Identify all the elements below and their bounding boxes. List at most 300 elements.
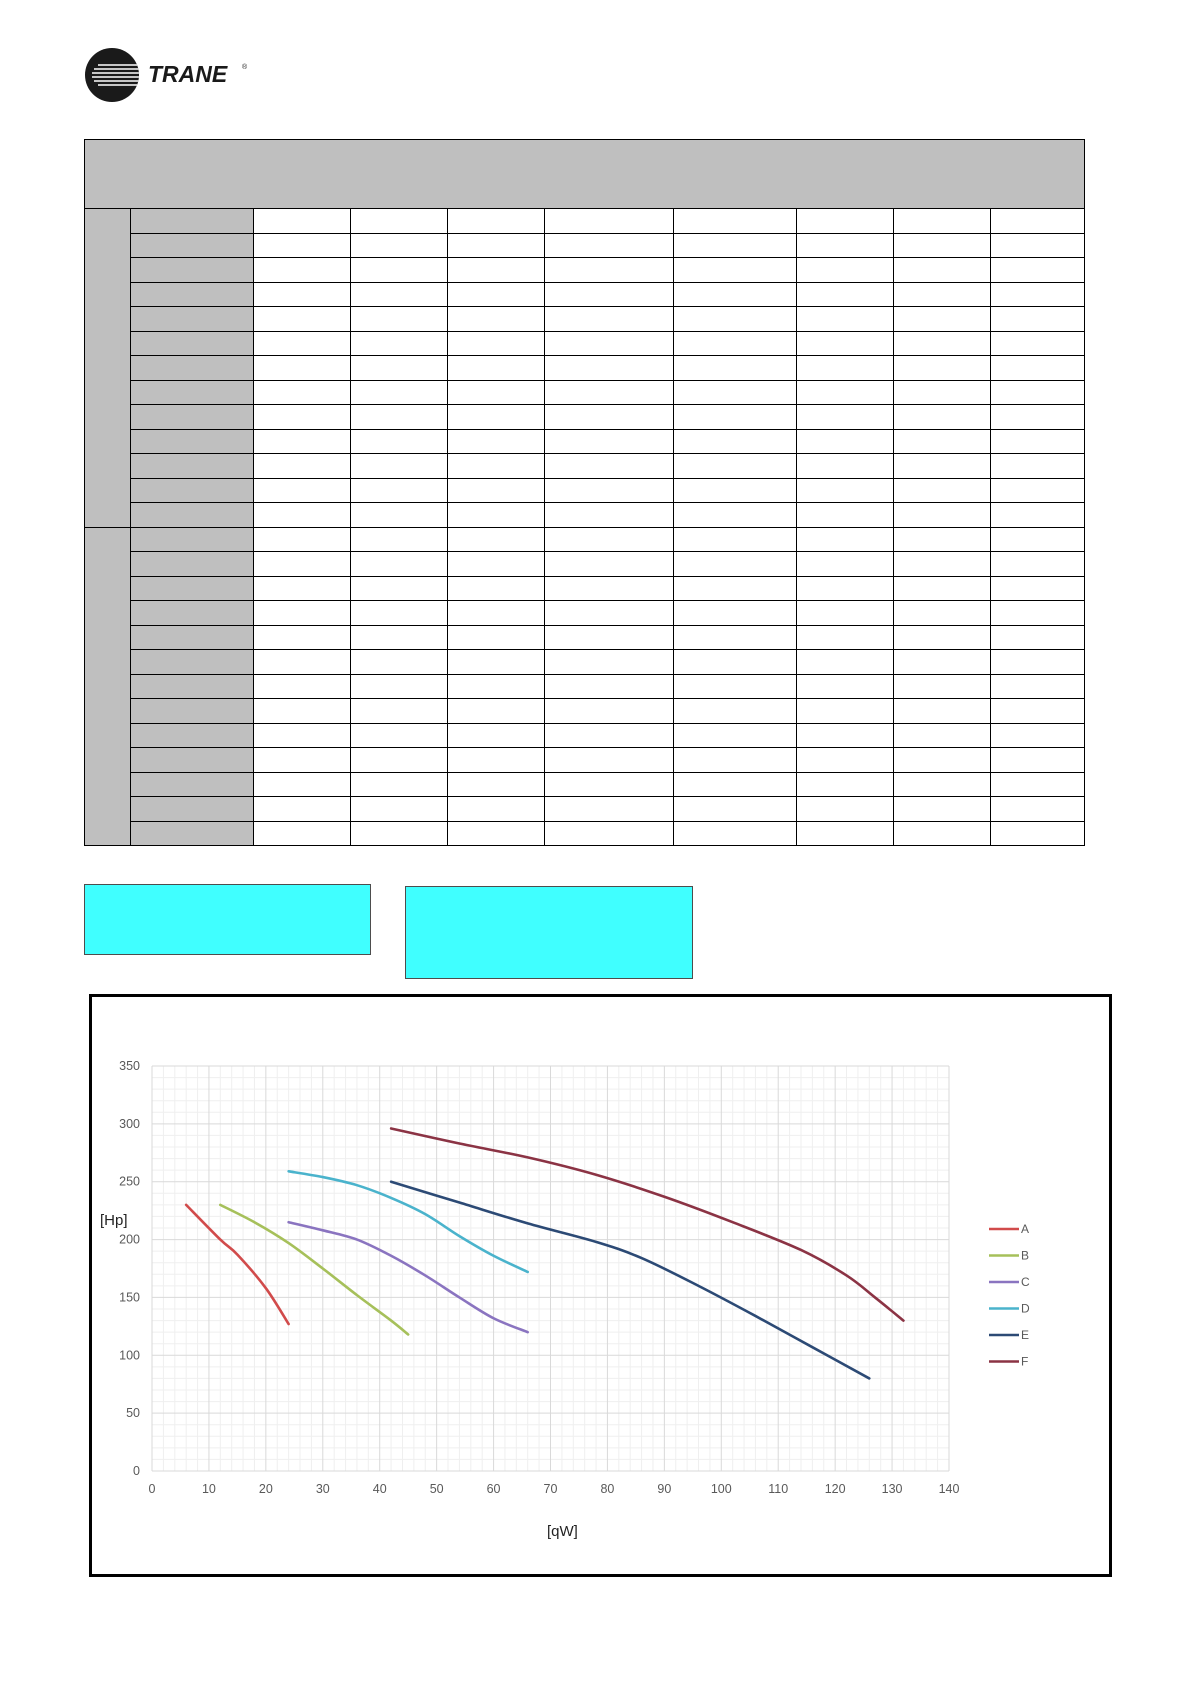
row-label-cell [131, 258, 254, 283]
table-row [85, 527, 1085, 552]
group-label-cell [85, 527, 131, 846]
table-cell [448, 282, 545, 307]
table-row [85, 331, 1085, 356]
table-cell [545, 356, 674, 381]
table-cell [545, 429, 674, 454]
table-cell [797, 307, 894, 332]
table-row [85, 209, 1085, 234]
table-cell [674, 380, 797, 405]
table-cell [991, 576, 1085, 601]
table-row [85, 380, 1085, 405]
series-line-a [186, 1205, 288, 1324]
table-cell [894, 429, 991, 454]
table-cell [545, 674, 674, 699]
series-line-f [391, 1128, 903, 1320]
y-tick-label: 200 [119, 1232, 140, 1247]
table-cell [674, 772, 797, 797]
table-cell [254, 307, 351, 332]
table-cell [991, 527, 1085, 552]
table-row [85, 307, 1085, 332]
table-cell [351, 503, 448, 528]
table-cell [448, 356, 545, 381]
table-cell [448, 527, 545, 552]
table-cell [797, 233, 894, 258]
table-cell [894, 748, 991, 773]
table-cell [991, 209, 1085, 234]
row-label-cell [131, 429, 254, 454]
table-cell [254, 282, 351, 307]
table-cell [448, 552, 545, 577]
table-cell [674, 723, 797, 748]
table-cell [254, 331, 351, 356]
table-cell [894, 209, 991, 234]
table-cell [797, 821, 894, 846]
table-cell [797, 674, 894, 699]
table-cell [351, 527, 448, 552]
row-label-cell [131, 282, 254, 307]
y-tick-label: 250 [119, 1174, 140, 1189]
table-cell [545, 282, 674, 307]
x-tick-label: 90 [657, 1482, 672, 1496]
table-cell [254, 625, 351, 650]
table-row [85, 258, 1085, 283]
table-cell [894, 650, 991, 675]
table-cell [448, 797, 545, 822]
table-cell [254, 209, 351, 234]
table-cell [894, 454, 991, 479]
table-row [85, 478, 1085, 503]
legend-label: A [1021, 1222, 1030, 1236]
table-row [85, 233, 1085, 258]
table-cell [797, 576, 894, 601]
row-label-cell [131, 209, 254, 234]
table-cell [797, 258, 894, 283]
table-cell [351, 307, 448, 332]
note-box-right [405, 886, 693, 979]
table-cell [448, 258, 545, 283]
table-cell [351, 258, 448, 283]
table-cell [797, 331, 894, 356]
table-cell [894, 552, 991, 577]
table-cell [351, 723, 448, 748]
table-cell [797, 601, 894, 626]
row-label-cell [131, 503, 254, 528]
table-cell [674, 552, 797, 577]
table-cell [674, 356, 797, 381]
table-cell [351, 552, 448, 577]
table-cell [674, 209, 797, 234]
table-cell [545, 699, 674, 724]
table-cell [797, 282, 894, 307]
row-label-cell [131, 380, 254, 405]
table-cell [545, 258, 674, 283]
table-cell [674, 650, 797, 675]
table-cell [991, 454, 1085, 479]
table-row [85, 625, 1085, 650]
legend-label: B [1021, 1248, 1030, 1263]
table-cell [351, 650, 448, 675]
x-tick-label: 50 [429, 1482, 444, 1496]
y-tick-label: 350 [119, 1059, 140, 1073]
table-cell [545, 821, 674, 846]
legend-label: F [1021, 1354, 1029, 1369]
table-cell [545, 405, 674, 430]
row-label-cell [131, 674, 254, 699]
table-cell [674, 748, 797, 773]
trane-logo [84, 47, 254, 103]
table-cell [254, 650, 351, 675]
table-cell [448, 454, 545, 479]
table-cell [991, 723, 1085, 748]
table-cell [545, 772, 674, 797]
table-cell [991, 307, 1085, 332]
table-cell [545, 601, 674, 626]
table-cell [674, 307, 797, 332]
table-cell [797, 772, 894, 797]
table-cell [894, 699, 991, 724]
table-row [85, 356, 1085, 381]
table-cell [797, 748, 894, 773]
table-cell [254, 674, 351, 699]
table-cell [545, 503, 674, 528]
table-cell [674, 258, 797, 283]
table-cell [254, 429, 351, 454]
table-row [85, 576, 1085, 601]
table-cell [797, 380, 894, 405]
table-cell [545, 478, 674, 503]
table-cell [797, 699, 894, 724]
row-label-cell [131, 454, 254, 479]
x-tick-label: 30 [315, 1482, 330, 1496]
legend-label: D [1021, 1301, 1030, 1316]
table-cell [894, 576, 991, 601]
table-cell [894, 478, 991, 503]
table-cell [991, 699, 1085, 724]
y-tick-label: 0 [133, 1464, 140, 1478]
table-cell [674, 282, 797, 307]
y-tick-label: 150 [119, 1290, 140, 1305]
table-cell [545, 209, 674, 234]
table-cell [545, 625, 674, 650]
table-cell [351, 380, 448, 405]
table-cell [674, 576, 797, 601]
table-cell [991, 478, 1085, 503]
row-label-cell [131, 331, 254, 356]
table-cell [991, 282, 1085, 307]
table-cell [545, 576, 674, 601]
table-cell [894, 723, 991, 748]
x-tick-label: 10 [201, 1482, 216, 1496]
table-cell [894, 282, 991, 307]
table-cell [797, 405, 894, 430]
table-cell [448, 503, 545, 528]
table-row [85, 552, 1085, 577]
table-cell [797, 356, 894, 381]
table-cell [448, 601, 545, 626]
table-cell [351, 797, 448, 822]
table-cell [674, 503, 797, 528]
row-label-cell [131, 478, 254, 503]
row-label-cell [131, 723, 254, 748]
table-cell [674, 478, 797, 503]
table-cell [448, 380, 545, 405]
row-label-cell [131, 748, 254, 773]
chart-canvas [92, 997, 1109, 1574]
table-row [85, 429, 1085, 454]
table-cell [351, 576, 448, 601]
table-cell [448, 723, 545, 748]
row-label-cell [131, 576, 254, 601]
table-cell [351, 282, 448, 307]
table-cell [991, 797, 1085, 822]
x-tick-label: 100 [710, 1482, 732, 1496]
x-tick-label: 110 [768, 1482, 789, 1496]
x-tick-label: 70 [543, 1482, 558, 1496]
table-cell [254, 748, 351, 773]
note-box-left [84, 884, 371, 955]
table-cell [797, 478, 894, 503]
table-cell [254, 723, 351, 748]
table-cell [254, 576, 351, 601]
table-cell [674, 454, 797, 479]
y-tick-label: 100 [119, 1348, 140, 1363]
table-cell [674, 233, 797, 258]
table-row [85, 454, 1085, 479]
table-row [85, 674, 1085, 699]
table-cell [545, 748, 674, 773]
table-cell [674, 405, 797, 430]
table-cell [545, 552, 674, 577]
table-cell [674, 429, 797, 454]
table-header-row [85, 140, 1085, 209]
row-label-cell [131, 772, 254, 797]
table-cell [894, 821, 991, 846]
table-cell [254, 797, 351, 822]
table-cell [991, 821, 1085, 846]
x-tick-label: 0 [148, 1482, 156, 1496]
row-label-cell [131, 552, 254, 577]
table-cell [254, 527, 351, 552]
table-cell [351, 331, 448, 356]
row-label-cell [131, 405, 254, 430]
table-cell [991, 429, 1085, 454]
table-cell [351, 233, 448, 258]
table-cell [448, 699, 545, 724]
table-cell [797, 797, 894, 822]
table-cell [894, 625, 991, 650]
table-cell [991, 625, 1085, 650]
table-cell [545, 307, 674, 332]
table-cell [674, 625, 797, 650]
table-cell [254, 454, 351, 479]
table-cell [797, 625, 894, 650]
table-cell [991, 748, 1085, 773]
row-label-cell [131, 601, 254, 626]
x-axis-label: [qW] [547, 1523, 578, 1540]
performance-chart [89, 994, 1112, 1577]
table-cell [894, 503, 991, 528]
table-cell [894, 405, 991, 430]
table-cell [545, 797, 674, 822]
x-tick-label: 60 [486, 1482, 501, 1496]
table-cell [894, 797, 991, 822]
table-cell [351, 625, 448, 650]
table-cell [674, 821, 797, 846]
table-cell [797, 723, 894, 748]
table-cell [448, 307, 545, 332]
table-cell [991, 331, 1085, 356]
table-header-cell [85, 140, 1085, 209]
table-cell [545, 527, 674, 552]
table-cell [894, 233, 991, 258]
table-cell [448, 209, 545, 234]
table-cell [351, 674, 448, 699]
table-cell [894, 307, 991, 332]
table-cell [254, 233, 351, 258]
table-cell [991, 380, 1085, 405]
table-cell [674, 674, 797, 699]
table-cell [991, 601, 1085, 626]
table-row [85, 699, 1085, 724]
table-cell [545, 380, 674, 405]
table-cell [797, 454, 894, 479]
table-cell [448, 748, 545, 773]
row-label-cell [131, 625, 254, 650]
logo-wordmark: TRANE [148, 61, 228, 87]
table-row [85, 797, 1085, 822]
table-cell [545, 723, 674, 748]
table-row [85, 723, 1085, 748]
table-cell [351, 821, 448, 846]
table-cell [991, 405, 1085, 430]
table-row [85, 503, 1085, 528]
table-cell [991, 772, 1085, 797]
table-cell [894, 356, 991, 381]
row-label-cell [131, 821, 254, 846]
x-tick-label: 130 [881, 1482, 903, 1496]
table-row [85, 821, 1085, 846]
table-cell [448, 331, 545, 356]
table-cell [991, 356, 1085, 381]
legend-label: C [1021, 1275, 1030, 1289]
table-cell [991, 650, 1085, 675]
legend-label: E [1021, 1328, 1030, 1342]
table-row [85, 282, 1085, 307]
table-cell [254, 772, 351, 797]
table-cell [351, 209, 448, 234]
table-cell [254, 503, 351, 528]
group-label-cell [85, 209, 131, 528]
x-tick-label: 80 [600, 1482, 615, 1496]
table-cell [351, 356, 448, 381]
table-cell [448, 233, 545, 258]
registered-mark: ® [242, 64, 248, 71]
table-cell [448, 821, 545, 846]
x-tick-label: 40 [372, 1482, 387, 1496]
x-tick-label: 140 [938, 1482, 960, 1496]
row-label-cell [131, 307, 254, 332]
table-cell [674, 331, 797, 356]
x-tick-label: 120 [824, 1482, 846, 1496]
series-line-c [289, 1222, 528, 1332]
row-label-cell [131, 233, 254, 258]
table-cell [991, 503, 1085, 528]
table-cell [254, 380, 351, 405]
y-tick-label: 50 [126, 1406, 140, 1421]
y-tick-label: 300 [119, 1116, 140, 1131]
table-cell [894, 331, 991, 356]
table-cell [545, 650, 674, 675]
row-label-cell [131, 797, 254, 822]
table-cell [254, 258, 351, 283]
table-cell [351, 601, 448, 626]
table-cell [448, 625, 545, 650]
table-cell [448, 674, 545, 699]
table-cell [894, 772, 991, 797]
table-cell [991, 258, 1085, 283]
table-cell [797, 552, 894, 577]
spec-table [84, 139, 1085, 846]
table-row [85, 772, 1085, 797]
table-cell [991, 233, 1085, 258]
table-cell [545, 331, 674, 356]
table-cell [797, 503, 894, 528]
table-cell [254, 699, 351, 724]
table-cell [448, 576, 545, 601]
table-cell [254, 478, 351, 503]
table-cell [991, 552, 1085, 577]
table-cell [797, 429, 894, 454]
table-cell [254, 356, 351, 381]
table-cell [797, 209, 894, 234]
row-label-cell [131, 650, 254, 675]
table-cell [674, 601, 797, 626]
table-cell [351, 748, 448, 773]
table-cell [351, 405, 448, 430]
table-cell [448, 772, 545, 797]
table-cell [351, 772, 448, 797]
table-cell [894, 527, 991, 552]
table-cell [351, 429, 448, 454]
table-cell [351, 454, 448, 479]
table-row [85, 748, 1085, 773]
table-cell [448, 429, 545, 454]
table-cell [448, 478, 545, 503]
table-cell [254, 601, 351, 626]
row-label-cell [131, 699, 254, 724]
table-cell [351, 699, 448, 724]
table-cell [894, 674, 991, 699]
x-tick-label: 20 [258, 1482, 273, 1496]
table-cell [545, 454, 674, 479]
row-label-cell [131, 356, 254, 381]
table-row [85, 650, 1085, 675]
table-cell [448, 405, 545, 430]
table-cell [894, 258, 991, 283]
table-cell [545, 233, 674, 258]
table-cell [894, 601, 991, 626]
table-cell [797, 650, 894, 675]
table-cell [894, 380, 991, 405]
table-cell [254, 405, 351, 430]
table-row [85, 405, 1085, 430]
table-cell [674, 699, 797, 724]
table-cell [991, 674, 1085, 699]
table-cell [797, 527, 894, 552]
table-cell [674, 527, 797, 552]
table-cell [448, 650, 545, 675]
table-cell [254, 821, 351, 846]
